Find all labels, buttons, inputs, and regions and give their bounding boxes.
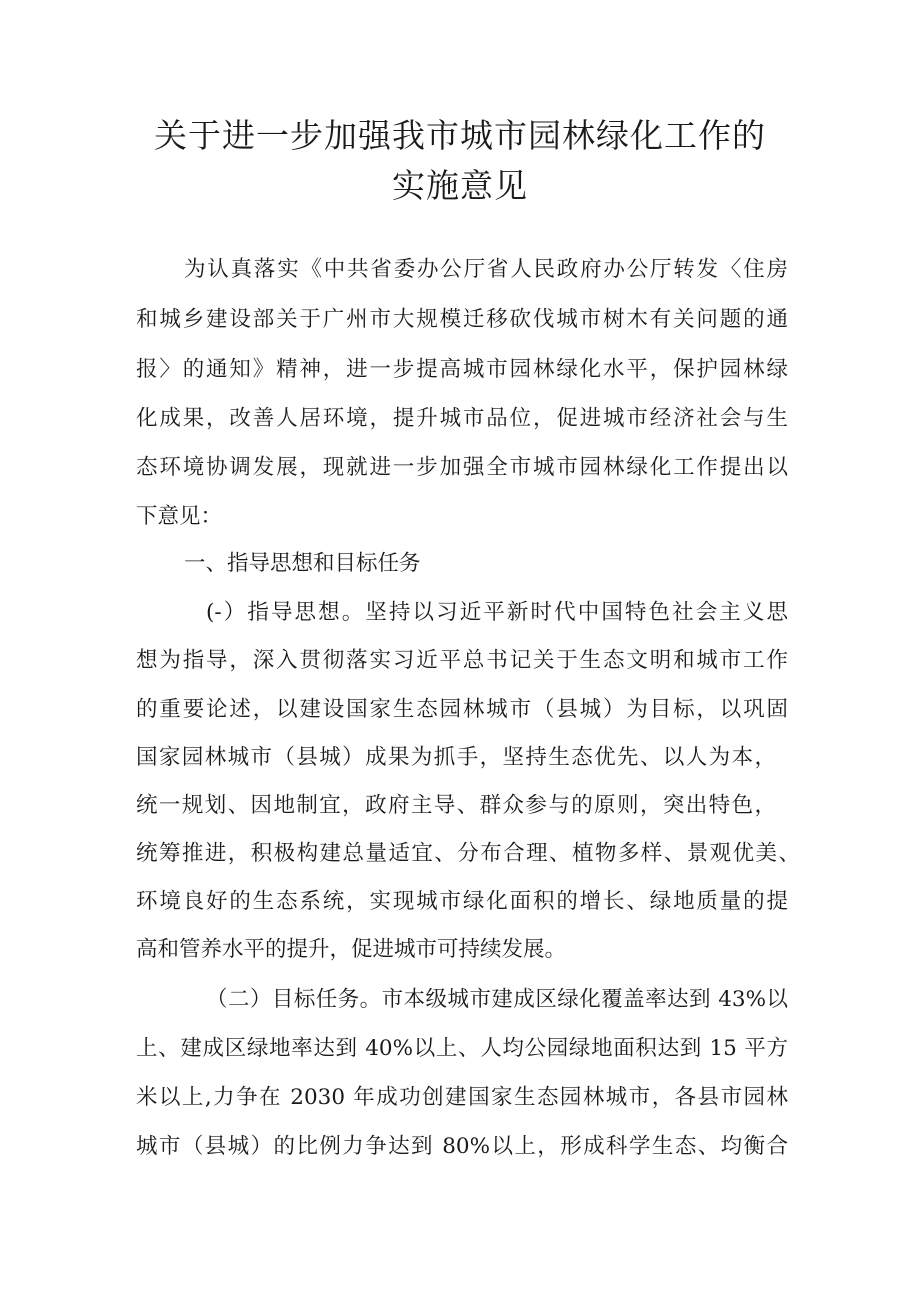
document-title-line-2: 实施意见: [392, 166, 528, 205]
body-line-17: 上、建成区绿地率达到 40%以上、人均公园绿地面积达到 15 平方: [136, 1036, 788, 1061]
body-line-9: 想为指导，深入贯彻落实习近平总书记关于生态文明和城市工作: [136, 648, 788, 673]
body-line-1: 为认真落实《中共省委办公厅省人民政府办公厅转发〈住房: [184, 257, 788, 282]
body-line-16: （二）目标任务。市本级城市建成区绿化覆盖率达到 43%以: [206, 987, 788, 1012]
body-line-4: 化成果，改善人居环境，提升城市品位，促进城市经济社会与生: [136, 406, 788, 431]
body-line-5: 态环境协调发展，现就进一步加强全市城市园林绿化工作提出以: [136, 455, 788, 480]
body-line-13: 统筹推进，积极构建总量适宜、分布合理、植物多样、景观优美、: [136, 841, 800, 866]
body-line-2: 和城乡建设部关于广州市大规模迁移砍伐城市树木有关问题的通: [136, 307, 788, 332]
body-line-15: 高和管养水平的提升，促进城市可持续发展。: [136, 937, 567, 962]
body-line-8: (-）指导思想。坚持以习近平新时代中国特色社会主义思: [206, 600, 788, 625]
body-line-19: 城市（县城）的比例力争达到 80%以上，形成科学生态、均衡合: [136, 1134, 788, 1159]
section-heading-1: 一、指导思想和目标任务: [184, 551, 421, 576]
body-line-11: 国家园林城市（县城）成果为抓手，坚持生态优先、以人为本，: [136, 745, 776, 770]
body-line-10: 的重要论述，以建设国家生态园林城市（县城）为目标，以巩固: [136, 697, 788, 722]
body-line-18: 米以上,力争在 2030 年成功创建国家生态园林城市，各县市园林: [136, 1085, 788, 1110]
body-line-12: 统一规划、因地制宜，政府主导、群众参与的原则，突出特色，: [136, 793, 776, 818]
body-line-6: 下意见：: [136, 504, 223, 529]
document-title-line-1: 关于进一步加强我市城市园林绿化工作的: [154, 116, 766, 155]
body-line-14: 环境良好的生态系统，实现城市绿化面积的增长、绿地质量的提: [136, 889, 788, 914]
body-line-3: 报〉的通知》精神，进一步提高城市园林绿化水平，保护园林绿: [136, 357, 788, 382]
